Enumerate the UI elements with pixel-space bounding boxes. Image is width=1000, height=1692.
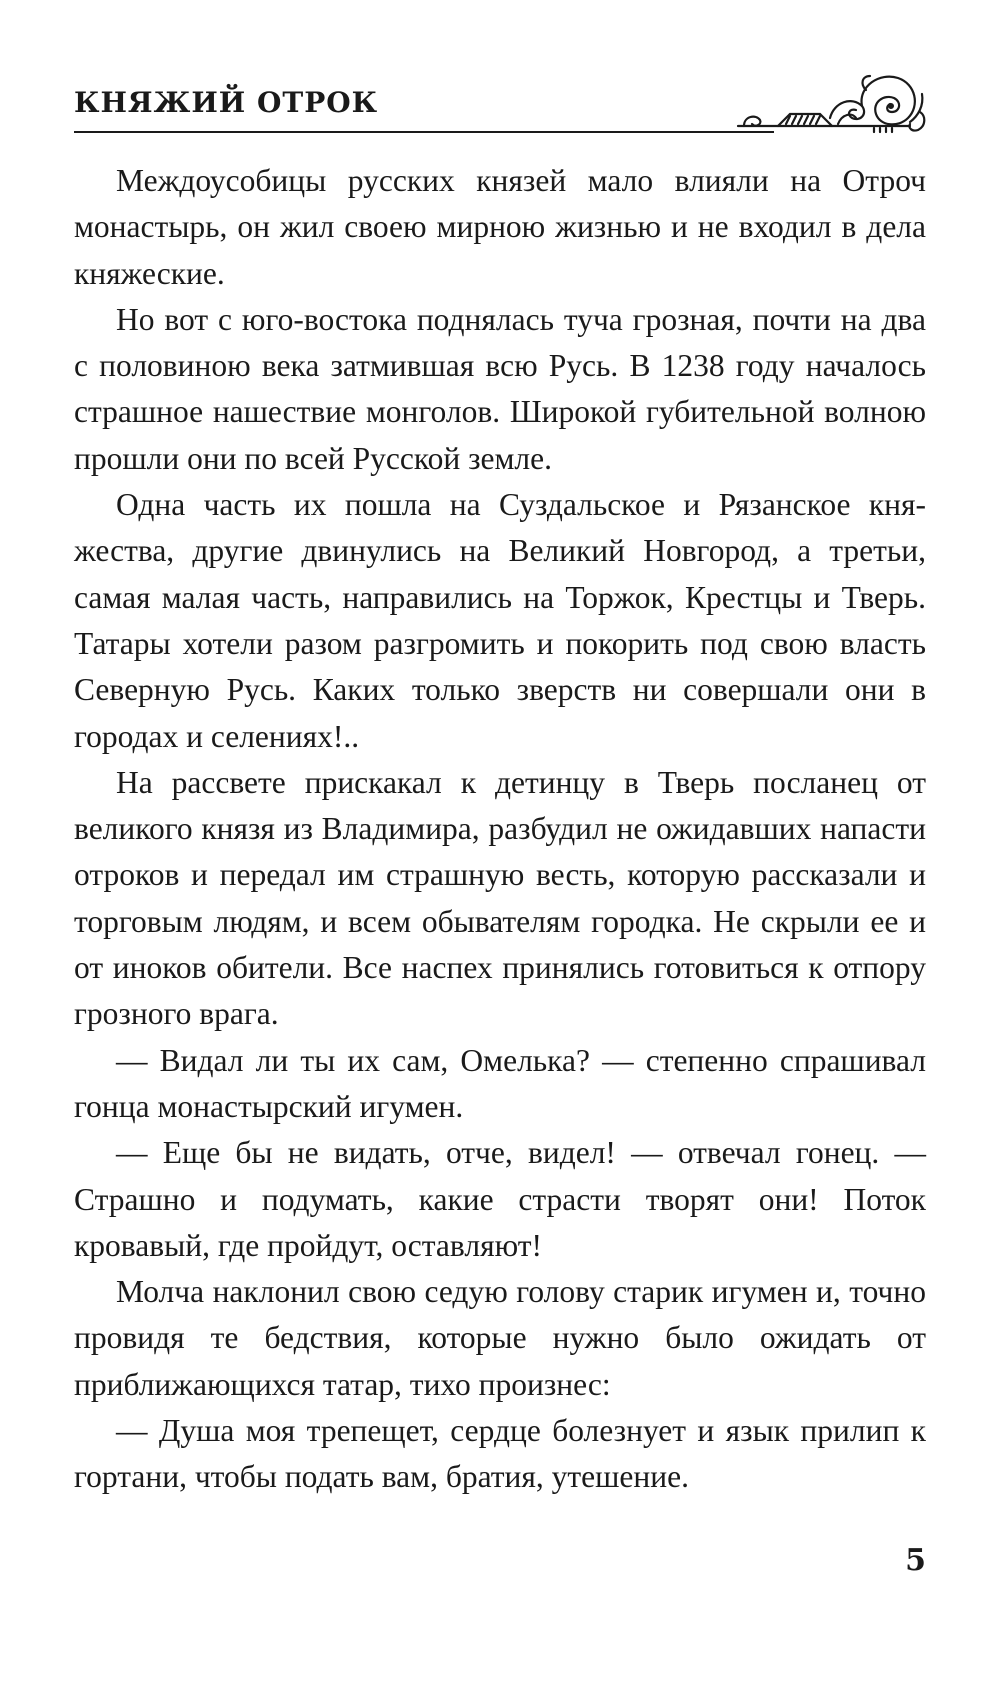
running-header: [74, 80, 926, 140]
scroll-ornament-icon: [734, 66, 930, 142]
header-rule: [74, 131, 774, 133]
page-number: 5: [905, 1543, 926, 1578]
running-title: КНЯЖИЙ ОТРОК: [74, 86, 379, 119]
paragraph: — Душа моя трепещет, сердце болезнует и язык прилип к гортани, чтобы подать вам, братия, утешение.: [74, 1413, 926, 1495]
paragraph: Но вот с юго-востока поднялась туча грозная, почти на два с половиною века затмившая всю Русь. В 1238 году началось страшное нашествие монголов. Широкой губительной волною прошли они по всей Русской земле.: [74, 301, 926, 476]
paragraph: Одна часть их пошла на Суздальское и Рязанское княжества, другие двинулись на Великий Новгород, а третьи, самая малая часть, направились на Торжок, Крестцы и Тверь. Татары хотели разом разгромить и покорить под свою власть Северную Русь. Каких только зверств ни совершали они в городах и селениях!..: [74, 487, 926, 754]
paragraph: — Видал ли ты их сам, Омелька? — степенно спрашивал гонца монастырский игумен.: [74, 1042, 926, 1124]
paragraph: Междоусобицы русских князей мало влияли на Отроч монастырь, он жил своею мирною жизнью и не входил в дела княжеские.: [74, 163, 926, 291]
body-text: [74, 158, 926, 1501]
paragraph: На рассвете прискакал к детинцу в Тверь посланец от великого князя из Владимира, разбудил не ожидавших напасти отроков и передал им страшную весть, которую рассказали и торговым людям, и всем обывателям городка. Не скрыли ее и от иноков обители. Все наспех принялись готовиться к отпору грозного врага.: [74, 764, 926, 1032]
paragraph: — Еще бы не видать, отче, видел! — отвечал гонец. — Страшно и подумать, какие страсти творят они! Поток кровавый, где пройдут, оставляют!: [74, 1135, 926, 1263]
paragraph: Молча наклонил свою седую голову старик игумен и, точно провидя те бедствия, которые нужно было ожидать от приближающихся татар, тихо произнес:: [74, 1274, 926, 1402]
